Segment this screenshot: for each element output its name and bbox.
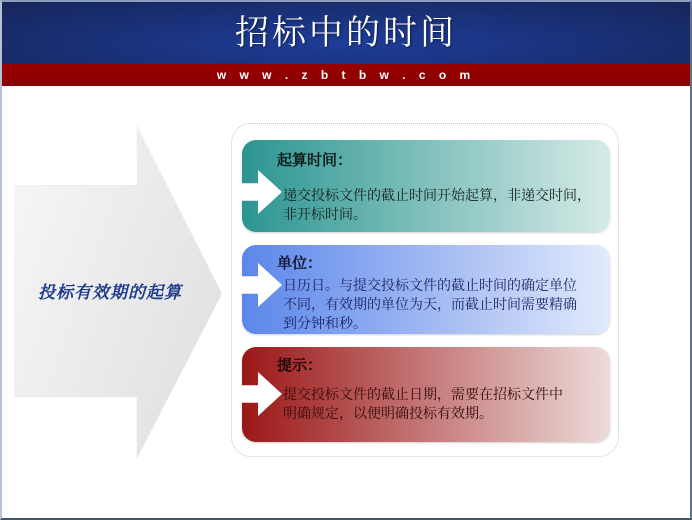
website-url: w w w . z b t b w . c o m: [216, 68, 476, 82]
box-body-unit: 日历日。与提交投标文件的截止时间的确定单位不同，有效期的单位为天，而截止时间需要精确到分钟和秒。: [283, 277, 577, 331]
box-body-start-time: 递交投标文件的截止时间开始起算，非递交时间，非开标时间。: [283, 187, 591, 222]
header-banner: [2, 2, 690, 64]
box-title-tip: 提示：: [277, 357, 323, 374]
box-title-start-time: 起算时间：: [277, 152, 353, 169]
url-bar: [2, 64, 690, 86]
page-title: 招标中的时间: [235, 13, 457, 53]
box-title-unit: 单位：: [277, 255, 323, 272]
left-arrow-label: 投标有效期的起算: [38, 283, 182, 303]
box-body-tip: 提交投标文件的截止日期，需要在招标文件中明确规定，以便明确投标有效期。: [283, 386, 563, 421]
